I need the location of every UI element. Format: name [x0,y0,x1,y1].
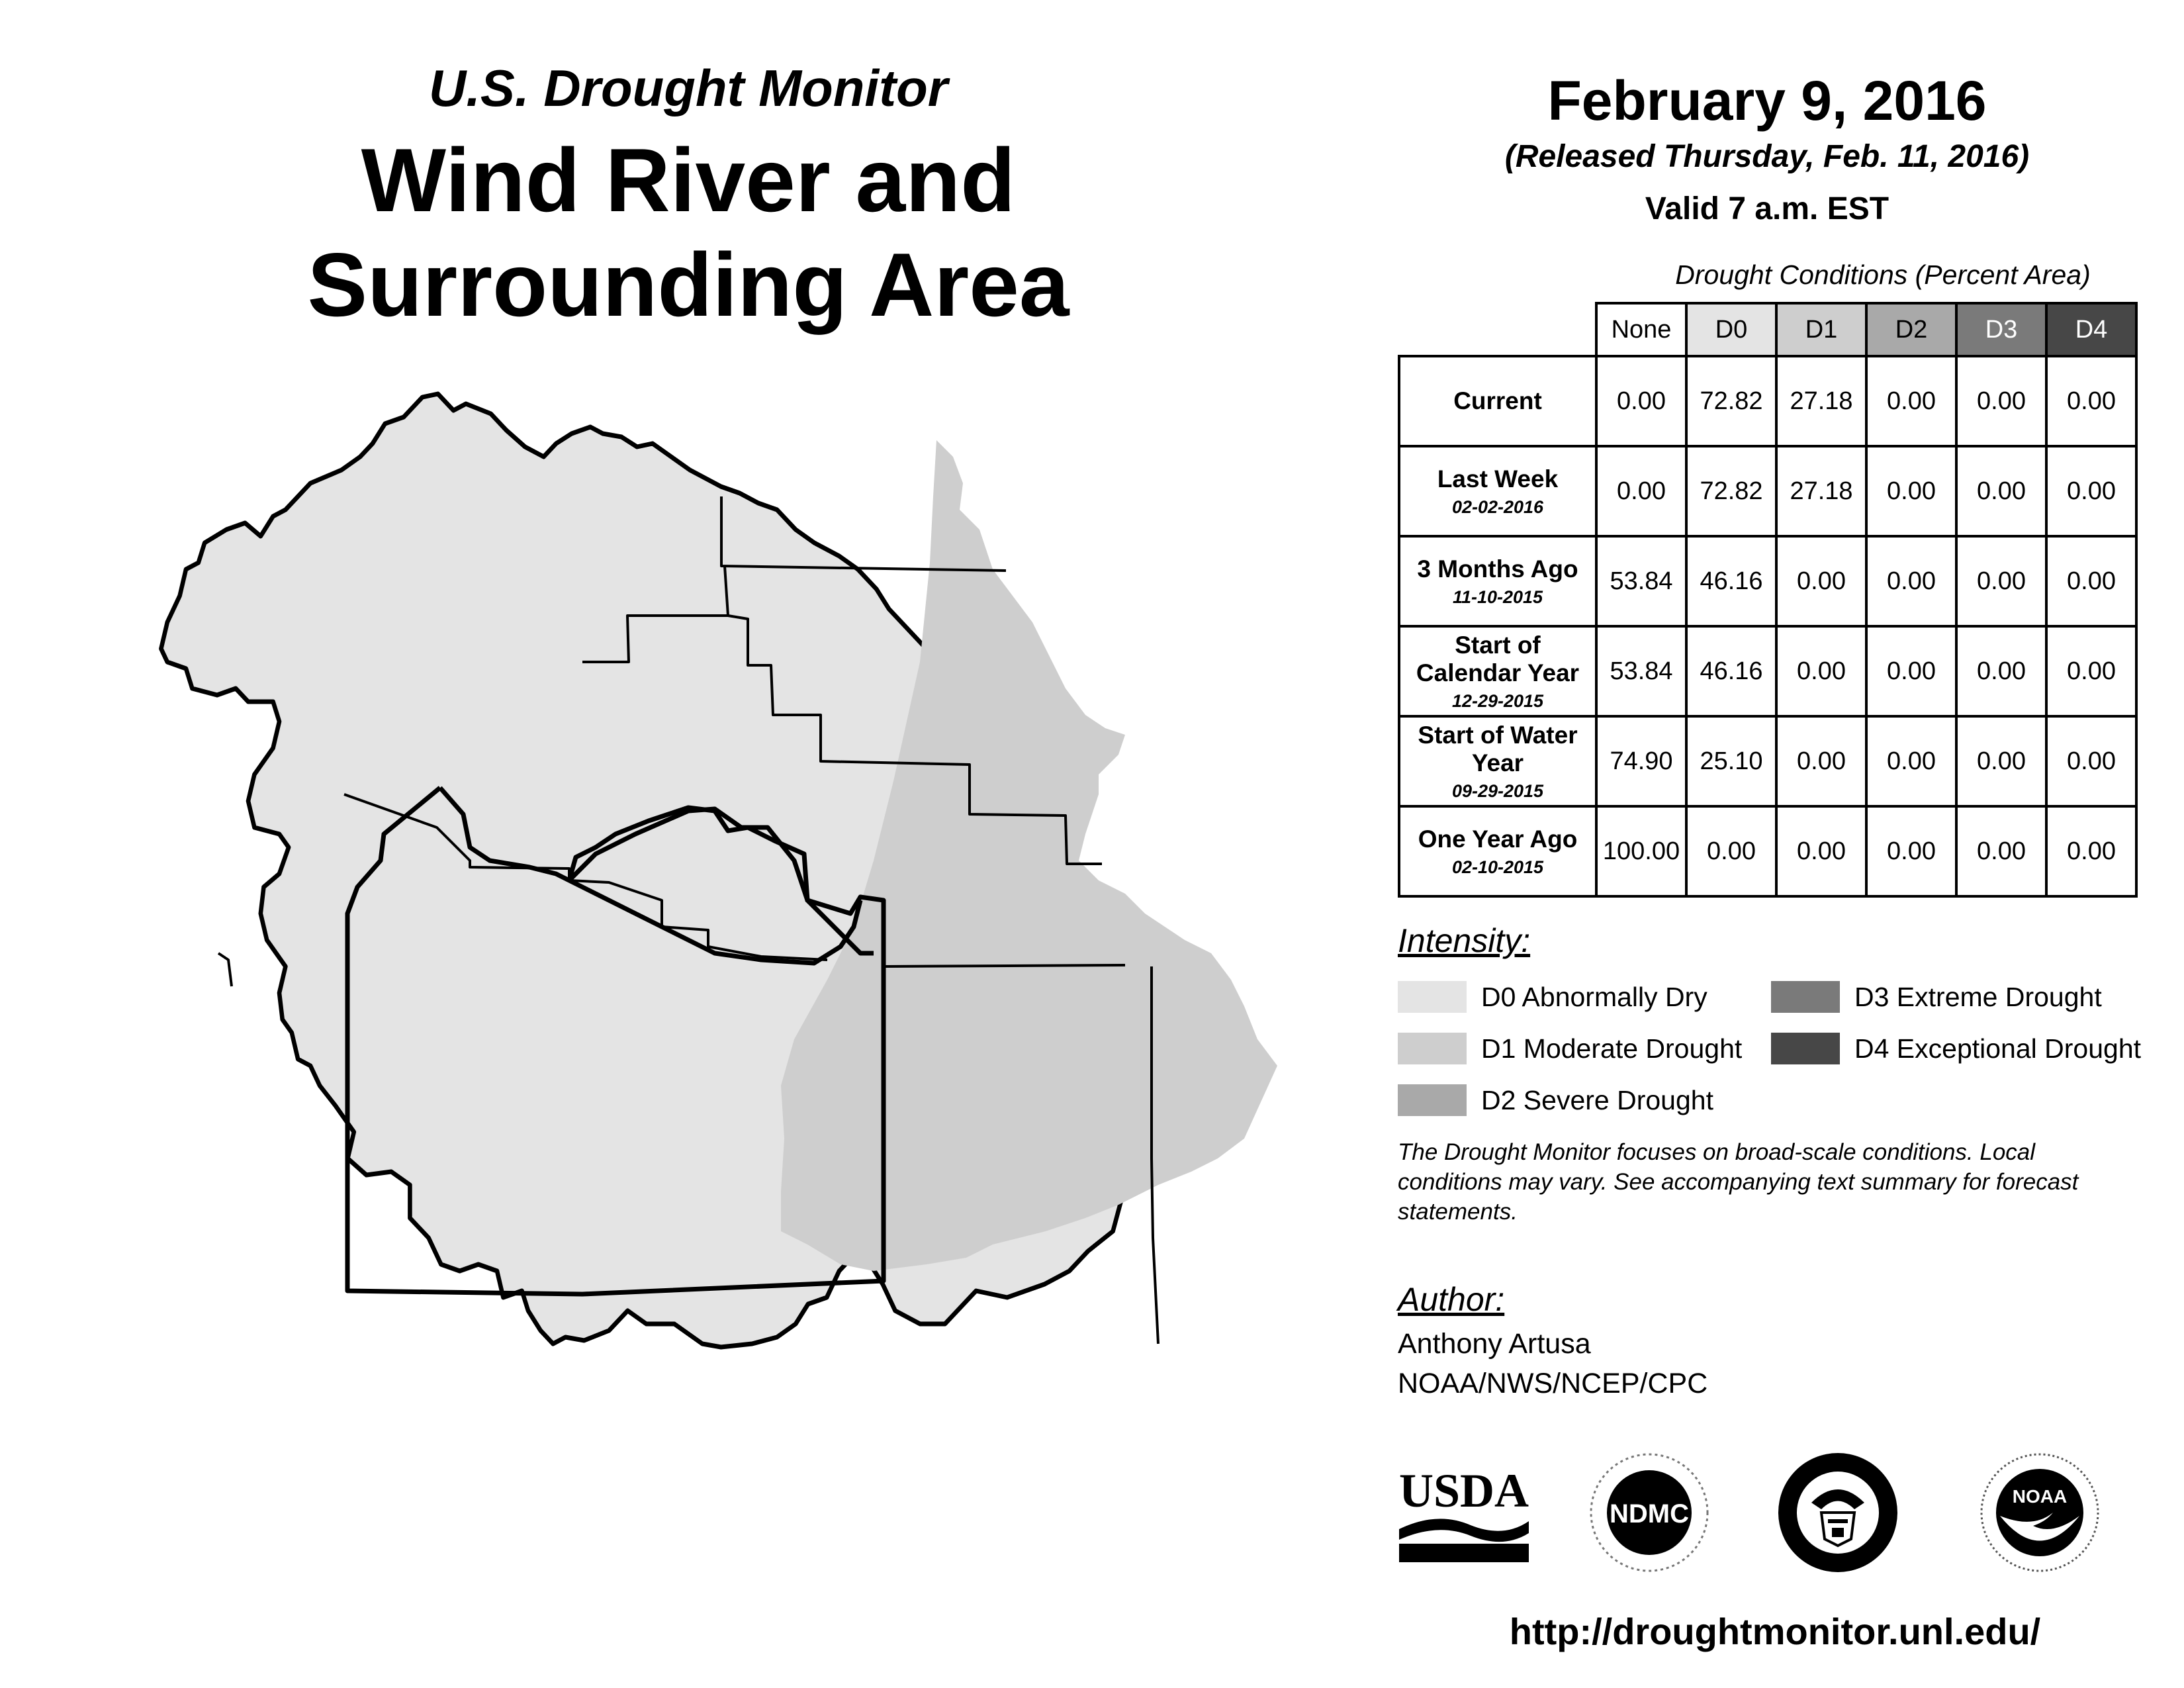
legend-item-d2 [1398,1084,1713,1116]
region-title-line-2: Surrounding Area [307,234,1069,335]
table-cell: 46.16 [1686,536,1776,626]
table-corner [1399,303,1596,356]
table-cell: 0.00 [1866,626,1956,716]
table-cell: 0.00 [1866,446,1956,536]
table-cell: 0.00 [1866,716,1956,806]
table-cell: 0.00 [1776,806,1866,896]
row-label [1399,626,1596,716]
table-caption: Drought Conditions (Percent Area) [1675,259,2091,290]
table-cell: 27.18 [1776,446,1866,536]
row-label [1399,536,1596,626]
column-header-none: None [1596,303,1686,356]
ndmc-logo [1576,1450,1722,1575]
legend-swatch-d1 [1398,1033,1467,1064]
table-cell: 27.18 [1776,356,1866,446]
table-cell: 53.84 [1596,536,1686,626]
table-cell: 0.00 [1956,806,2046,896]
row-label-text: One Year Ago [1418,825,1578,853]
legend-label: D0 Abnormally Dry [1481,981,1707,1012]
table-row-start-of-calendar-year [1399,626,2136,716]
table-cell: 0.00 [1956,536,2046,626]
region-title-line-1: Wind River and [361,130,1016,230]
table-cell: 0.00 [1776,626,1866,716]
table-cell: 0.00 [2046,806,2136,896]
table-cell: 0.00 [1776,536,1866,626]
table-row-last-week [1399,446,2136,536]
table-cell: 0.00 [2046,536,2136,626]
table-cell: 0.00 [2046,626,2136,716]
legend-swatch-d3 [1771,981,1840,1013]
row-label-text: Last Week [1437,465,1559,492]
row-label [1399,446,1596,536]
drought-statistics-table [1398,302,2138,898]
table-cell: 0.00 [1866,536,1956,626]
row-label-text: Start of Water Year [1418,721,1578,776]
table-cell: 0.00 [1956,356,2046,446]
table-cell: 46.16 [1686,626,1776,716]
column-header-d0: D0 [1686,303,1776,356]
legend-item-d4 [1771,1033,2141,1064]
legend-item-d1 [1398,1033,1742,1064]
row-date: 09-29-2015 [1451,780,1544,801]
legend-swatch-d4 [1771,1033,1840,1064]
table-cell: 25.10 [1686,716,1776,806]
row-label [1399,356,1596,446]
row-label [1399,716,1596,806]
legend-swatch-d0 [1398,981,1467,1013]
usda-logo [1398,1464,1530,1564]
d1-moderate-drought-area [781,440,1277,1271]
reservation-river-north [569,809,874,953]
legend-label: D4 Exceptional Drought [1854,1033,2142,1064]
noaa-logo [1967,1450,2113,1575]
table-row-current [1399,356,2136,446]
website-url[interactable]: http://droughtmonitor.unl.edu/ [1509,1611,2041,1652]
row-label-text: Start of Calendar Year [1416,631,1580,686]
row-label-text: Current [1453,387,1542,414]
row-date: 02-10-2015 [1451,857,1544,877]
table-row-start-of-water-year [1399,716,2136,806]
legend-label: D1 Moderate Drought [1481,1033,1743,1064]
product-subtitle: U.S. Drought Monitor [428,59,948,117]
legend-item-d3 [1771,981,2102,1013]
legend-label: D3 Extreme Drought [1854,981,2102,1012]
noaa-logo-text: NOAA [2012,1486,2068,1507]
commerce-seal-logo [1768,1450,1907,1575]
table-cell: 72.82 [1686,356,1776,446]
valid-time: Valid 7 a.m. EST [1645,191,1889,226]
table-cell: 74.90 [1596,716,1686,806]
column-header-d2: D2 [1866,303,1956,356]
logo-row [1398,1450,2152,1575]
author-org: NOAA/NWS/NCEP/CPC [1398,1368,1708,1399]
table-row-one-year-ago [1399,806,2136,896]
table-cell: 0.00 [2046,446,2136,536]
column-header-d1: D1 [1776,303,1866,356]
column-header-d3: D3 [1956,303,2046,356]
table-cell: 0.00 [1956,446,2046,536]
date-block [1410,69,2124,227]
footnote: The Drought Monitor focuses on broad-scale conditions. Local conditions may vary. See accompanying text summary for forecast statements. [1398,1139,2079,1225]
table-cell: 0.00 [1866,356,1956,446]
table-header-row [1399,303,2136,356]
table-cell: 100.00 [1596,806,1686,896]
legend-swatch-d2 [1398,1084,1467,1116]
ndmc-logo-text: NDMC [1610,1499,1689,1528]
table-cell: 53.84 [1596,626,1686,716]
row-date: 11-10-2015 [1452,586,1543,607]
release-date: (Released Thursday, Feb. 11, 2016) [1504,139,2030,174]
table-cell: 0.00 [1956,716,2046,806]
table-cell: 0.00 [2046,716,2136,806]
table-cell: 0.00 [1596,356,1686,446]
map-date: February 9, 2016 [1547,70,1987,132]
table-cell: 72.82 [1686,446,1776,536]
legend-item-d0 [1398,981,1707,1013]
author-name: Anthony Artusa [1398,1328,1591,1360]
table-cell: 0.00 [2046,356,2136,446]
row-label [1399,806,1596,896]
table-cell: 0.00 [1596,446,1686,536]
row-date: 12-29-2015 [1451,690,1544,711]
column-header-d4: D4 [2046,303,2136,356]
table-row-3-months-ago [1399,536,2136,626]
table-cell: 0.00 [1776,716,1866,806]
row-date: 02-02-2016 [1451,496,1544,517]
table-cell: 0.00 [1956,626,2046,716]
table-cell: 0.00 [1866,806,1956,896]
row-label-text: 3 Months Ago [1417,555,1578,583]
legend-label: D2 Severe Drought [1481,1084,1713,1115]
table-cell: 0.00 [1686,806,1776,896]
legend-title: Intensity: [1398,922,1531,959]
usda-logo-text: USDA [1398,1464,1529,1517]
author-title: Author: [1398,1281,1505,1318]
